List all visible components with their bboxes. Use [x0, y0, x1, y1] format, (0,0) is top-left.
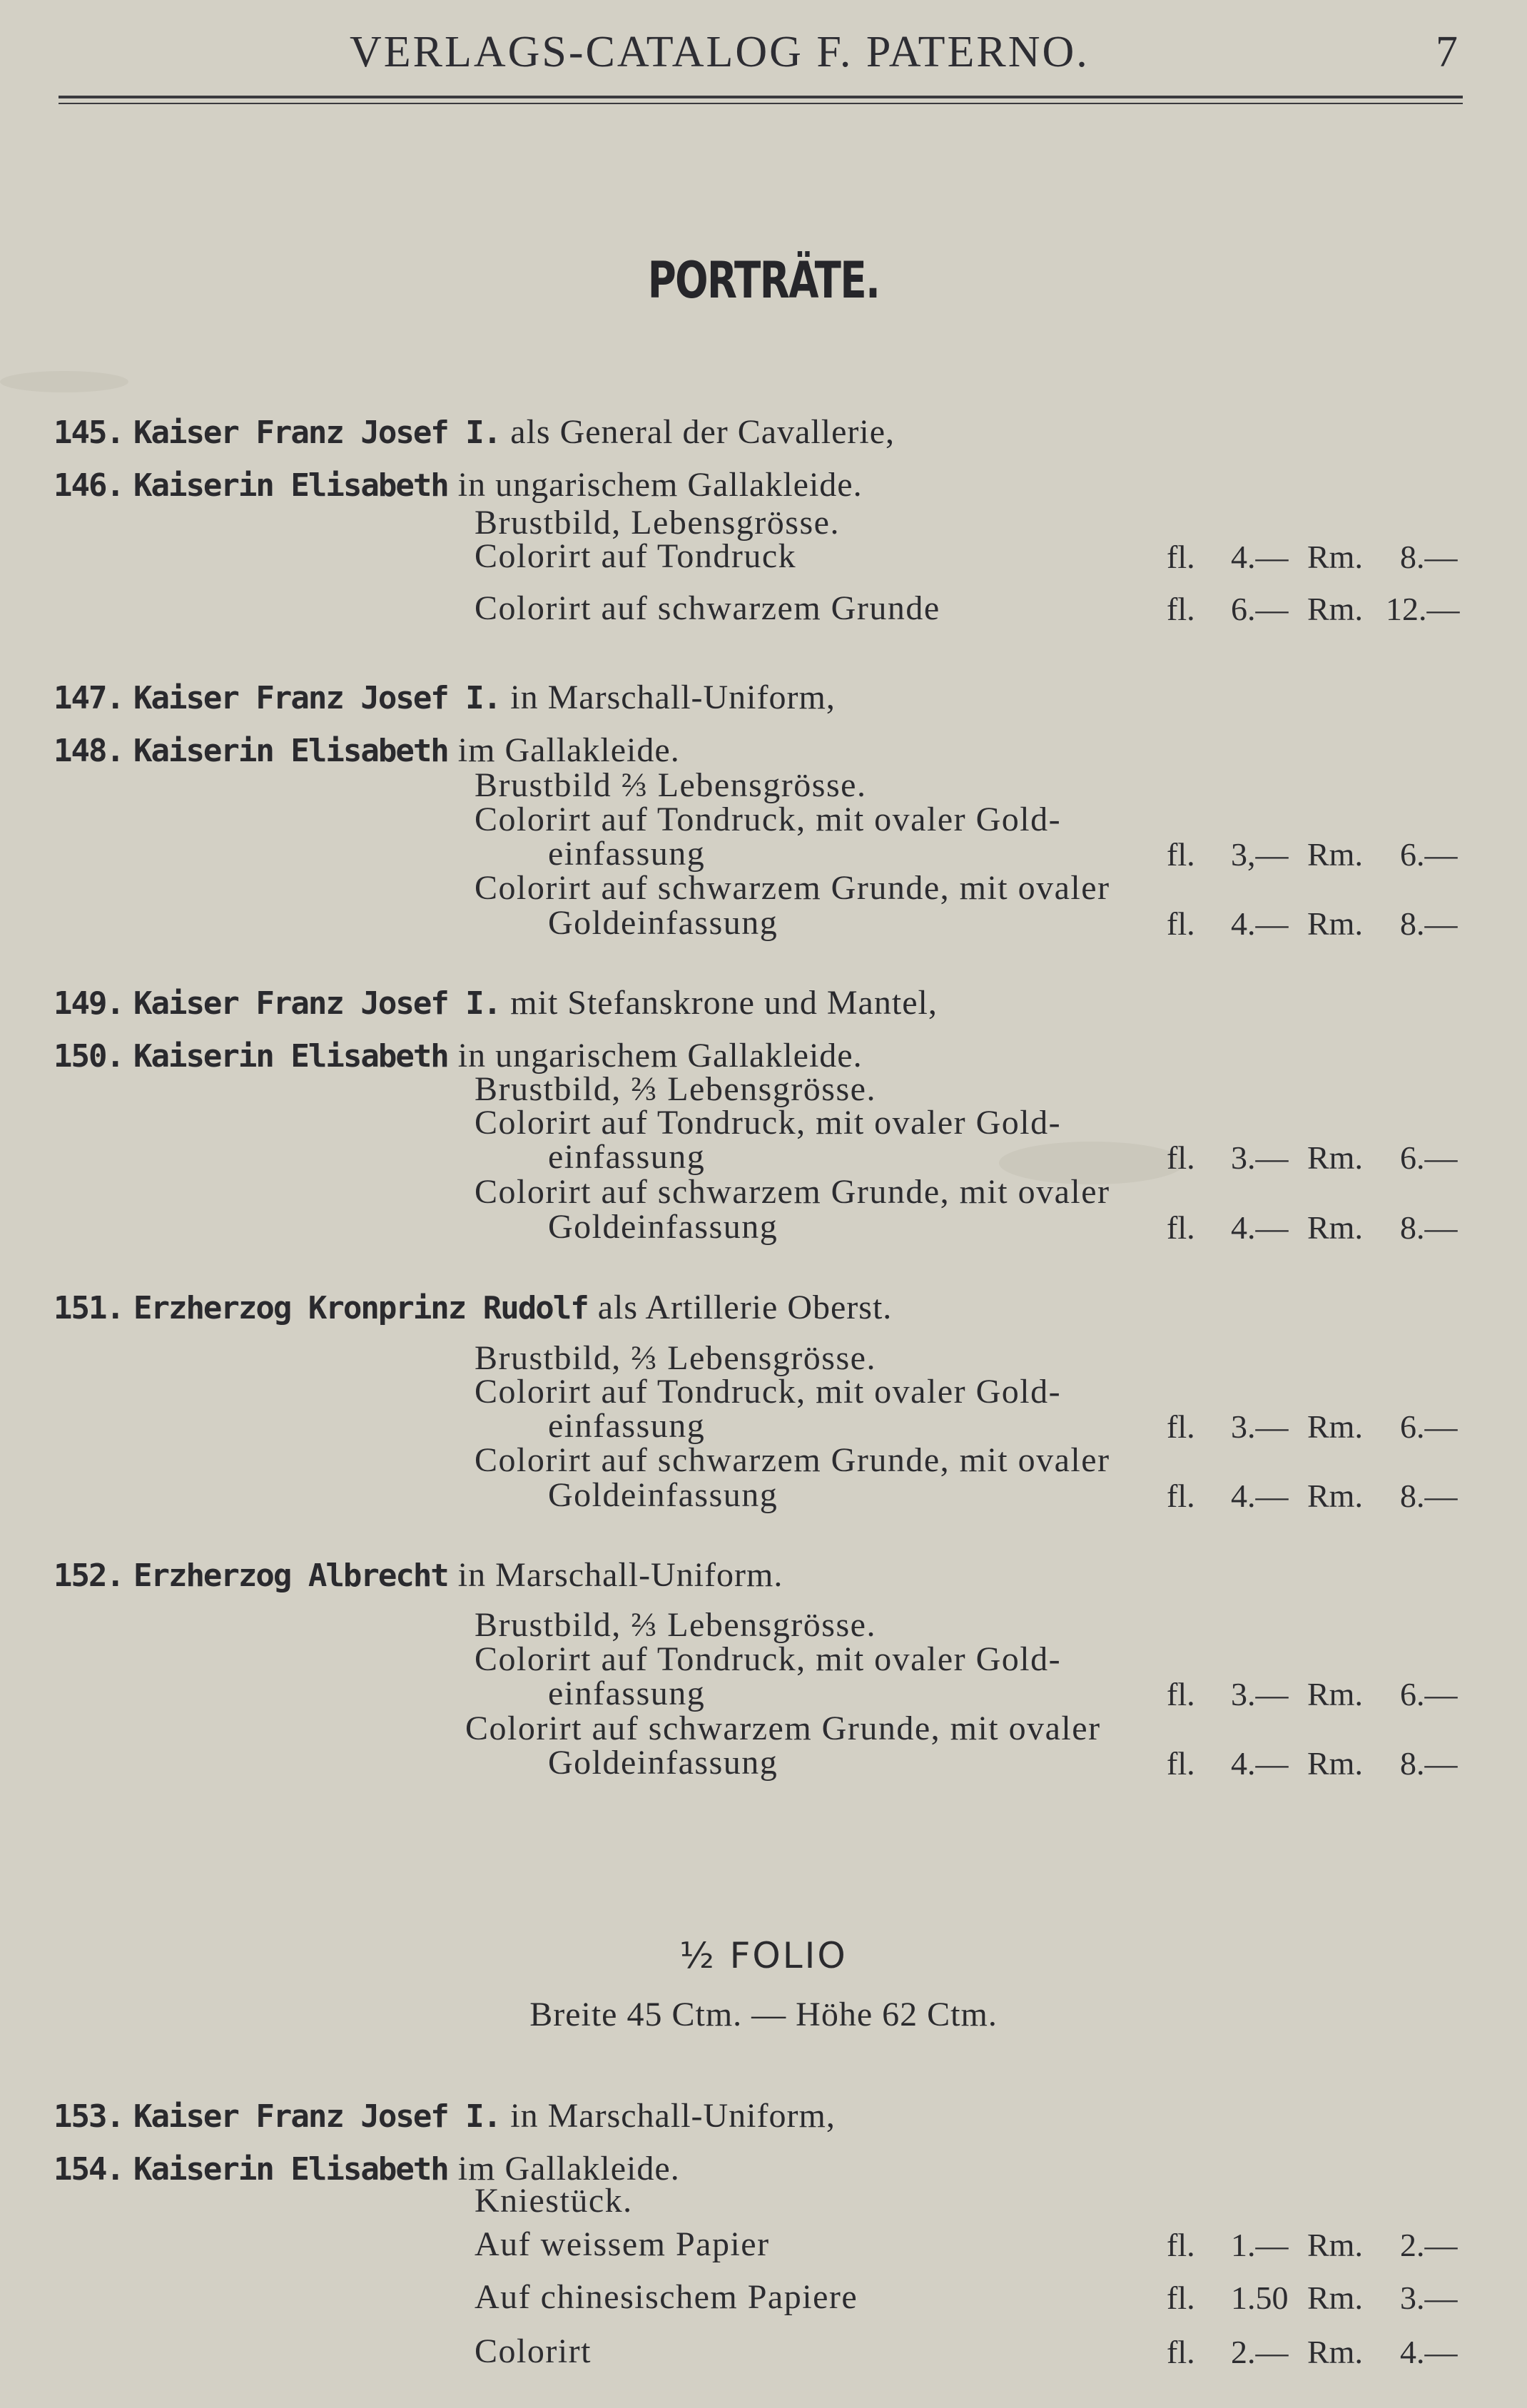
entry-149: [54, 983, 938, 1022]
variant-line: Colorirt auf schwarzem Grunde: [475, 589, 940, 627]
entry-number: 153.: [54, 2098, 123, 2135]
entry-name: Kaiserin Elisabeth: [133, 467, 448, 504]
price-fl-value: 4.—: [1231, 1745, 1289, 1782]
folio-subsection-title: ½ FOLIO: [679, 1935, 848, 1976]
price-fl-value: 3.—: [1231, 1139, 1289, 1176]
entry-number: 154.: [54, 2151, 123, 2188]
price-fl-value: 2.—: [1231, 2334, 1289, 2370]
entry-number: 148.: [54, 733, 123, 769]
header-rule: [59, 96, 1463, 98]
price-rm-value: 2.—: [1400, 2227, 1458, 2263]
format-line: Brustbild, Lebensgrösse.: [475, 504, 840, 542]
entry-description: in ungarischem Gallakleide.: [457, 466, 863, 504]
variant-line-continued: Goldeinfassung: [548, 1744, 778, 1782]
variant-line: Colorirt auf Tondruck, mit ovaler Gold-: [475, 801, 1062, 838]
variant-line: Colorirt auf Tondruck, mit ovaler Gold-: [475, 1640, 1062, 1678]
price-currency-fl: fl.: [1167, 1209, 1195, 1246]
price-currency-rm: Rm.: [1307, 1408, 1363, 1445]
price-rm-value: 4.—: [1400, 2334, 1458, 2370]
price-currency-fl: fl.: [1167, 591, 1195, 627]
variant-line: Colorirt auf schwarzem Grunde, mit ovaler: [475, 869, 1110, 907]
entry-description: in Marschall-Uniform,: [510, 2097, 836, 2135]
variant-line-continued: einfassung: [548, 835, 706, 873]
entry-description: mit Stefanskrone und Mantel,: [510, 984, 938, 1022]
entry-name: Kaiser Franz Josef I.: [133, 415, 501, 451]
price-currency-rm: Rm.: [1307, 1209, 1363, 1246]
entry-name: Erzherzog Albrecht: [133, 1558, 448, 1594]
variant-line-continued: einfassung: [548, 1407, 706, 1445]
entry-148: [54, 731, 680, 770]
price-currency-fl: fl.: [1167, 1676, 1195, 1712]
price-currency-fl: fl.: [1167, 1139, 1195, 1176]
entry-name: Kaiserin Elisabeth: [133, 1038, 448, 1075]
variant-line: Auf weissem Papier: [475, 2225, 770, 2263]
price-currency-fl: fl.: [1167, 2334, 1195, 2370]
price-rm-value: 6.—: [1400, 1676, 1458, 1712]
format-line: Brustbild, ⅔ Lebensgrösse.: [475, 1606, 876, 1644]
entry-147: [54, 678, 836, 717]
entry-name: Kaiserin Elisabeth: [133, 733, 448, 769]
price-rm-value: 8.—: [1400, 1478, 1458, 1514]
price-currency-rm: Rm.: [1307, 1139, 1363, 1176]
entry-145: [54, 412, 895, 452]
header-rule: [59, 103, 1463, 104]
price-rm-value: 8.—: [1400, 905, 1458, 942]
price-fl-value: 6.—: [1231, 591, 1289, 627]
format-line: Brustbild, ⅔ Lebensgrösse.: [475, 1070, 876, 1108]
price-rm-value: 6.—: [1400, 1139, 1458, 1176]
entry-number: 150.: [54, 1038, 123, 1075]
price-currency-rm: Rm.: [1307, 2280, 1363, 2316]
price-currency-fl: fl.: [1167, 1408, 1195, 1445]
price-fl-value: 1.50: [1231, 2280, 1289, 2316]
format-line: Kniestück.: [475, 2182, 633, 2220]
entry-number: 149.: [54, 985, 123, 1022]
price-rm-value: 6.—: [1400, 836, 1458, 873]
price-fl-value: 4.—: [1231, 1478, 1289, 1514]
price-rm-value: 8.—: [1400, 1745, 1458, 1782]
variant-line-continued: Goldeinfassung: [548, 1476, 778, 1514]
price-rm-value: 12.—: [1386, 591, 1460, 627]
entry-description: im Gallakleide.: [457, 731, 680, 769]
price-fl-value: 4.—: [1231, 905, 1289, 942]
variant-line-continued: Goldeinfassung: [548, 1208, 778, 1246]
entry-name: Kaiser Franz Josef I.: [133, 680, 501, 716]
variant-line-continued: einfassung: [548, 1675, 706, 1712]
entry-number: 151.: [54, 1290, 123, 1326]
entry-number: 145.: [54, 415, 123, 451]
variant-line-continued: Goldeinfassung: [548, 904, 778, 942]
format-line: Brustbild ⅔ Lebensgrösse.: [475, 766, 867, 804]
price-fl-value: 4.—: [1231, 1209, 1289, 1246]
running-header-title: VERLAGS-CATALOG F. PATERNO.: [350, 28, 1090, 76]
variant-line: Colorirt auf schwarzem Grunde, mit ovaler: [475, 1441, 1110, 1479]
price-currency-fl: fl.: [1167, 1745, 1195, 1782]
price-fl-value: 3.—: [1231, 1408, 1289, 1445]
price-currency-fl: fl.: [1167, 1478, 1195, 1514]
price-currency-fl: fl.: [1167, 539, 1195, 575]
variant-line: Colorirt: [475, 2332, 592, 2370]
entry-description: in Marschall-Uniform,: [510, 679, 836, 716]
entry-number: 146.: [54, 467, 123, 504]
variant-line: Auf chinesischem Papiere: [475, 2278, 858, 2316]
entry-description: als General der Cavallerie,: [510, 413, 895, 451]
price-rm-value: 3.—: [1400, 2280, 1458, 2316]
section-title: PORTRÄTE.: [647, 251, 880, 310]
page-number: 7: [1436, 28, 1458, 76]
price-currency-rm: Rm.: [1307, 2227, 1363, 2263]
price-currency-rm: Rm.: [1307, 1676, 1363, 1712]
price-currency-fl: fl.: [1167, 905, 1195, 942]
price-fl-value: 3,—: [1231, 836, 1289, 873]
entry-name: Kaiser Franz Josef I.: [133, 985, 501, 1022]
entry-number: 147.: [54, 680, 123, 716]
entry-151: [54, 1288, 892, 1327]
entry-146: [54, 465, 863, 504]
variant-line-continued: einfassung: [548, 1138, 706, 1176]
price-currency-fl: fl.: [1167, 2280, 1195, 2316]
price-rm-value: 8.—: [1400, 1209, 1458, 1246]
price-currency-rm: Rm.: [1307, 905, 1363, 942]
entry-name: Kaiserin Elisabeth: [133, 2151, 448, 2188]
price-rm-value: 6.—: [1400, 1408, 1458, 1445]
price-fl-value: 1.—: [1231, 2227, 1289, 2263]
entry-description: als Artillerie Oberst.: [597, 1289, 893, 1326]
price-rm-value: 8.—: [1400, 539, 1458, 575]
price-fl-value: 3.—: [1231, 1676, 1289, 1712]
format-line: Brustbild, ⅔ Lebensgrösse.: [475, 1339, 876, 1377]
price-currency-fl: fl.: [1167, 2227, 1195, 2263]
price-currency-rm: Rm.: [1307, 1478, 1363, 1514]
price-currency-rm: Rm.: [1307, 2334, 1363, 2370]
price-fl-value: 4.—: [1231, 539, 1289, 575]
price-currency-fl: fl.: [1167, 836, 1195, 873]
variant-line: Colorirt auf Tondruck: [475, 537, 797, 575]
variant-line: Colorirt auf schwarzem Grunde, mit ovaler: [475, 1173, 1110, 1211]
entry-number: 152.: [54, 1558, 123, 1594]
price-currency-rm: Rm.: [1307, 836, 1363, 873]
price-currency-rm: Rm.: [1307, 591, 1363, 627]
price-currency-rm: Rm.: [1307, 539, 1363, 575]
paper-stain: [0, 371, 128, 392]
entry-description: im Gallakleide.: [457, 2150, 680, 2188]
entry-description: in ungarischem Gallakleide.: [457, 1037, 863, 1075]
entry-name: Kaiser Franz Josef I.: [133, 2098, 501, 2135]
entry-153: [54, 2096, 836, 2135]
entry-description: in Marschall-Uniform.: [457, 1556, 783, 1594]
variant-line: Colorirt auf Tondruck, mit ovaler Gold-: [475, 1104, 1062, 1142]
variant-line: Colorirt auf schwarzem Grunde, mit ovaler: [465, 1710, 1101, 1747]
folio-dimensions: Breite 45 Ctm. — Höhe 62 Ctm.: [529, 1996, 998, 2033]
variant-line: Colorirt auf Tondruck, mit ovaler Gold-: [475, 1373, 1062, 1411]
price-currency-rm: Rm.: [1307, 1745, 1363, 1782]
entry-152: [54, 1555, 783, 1595]
entry-name: Erzherzog Kronprinz Rudolf: [133, 1290, 588, 1326]
